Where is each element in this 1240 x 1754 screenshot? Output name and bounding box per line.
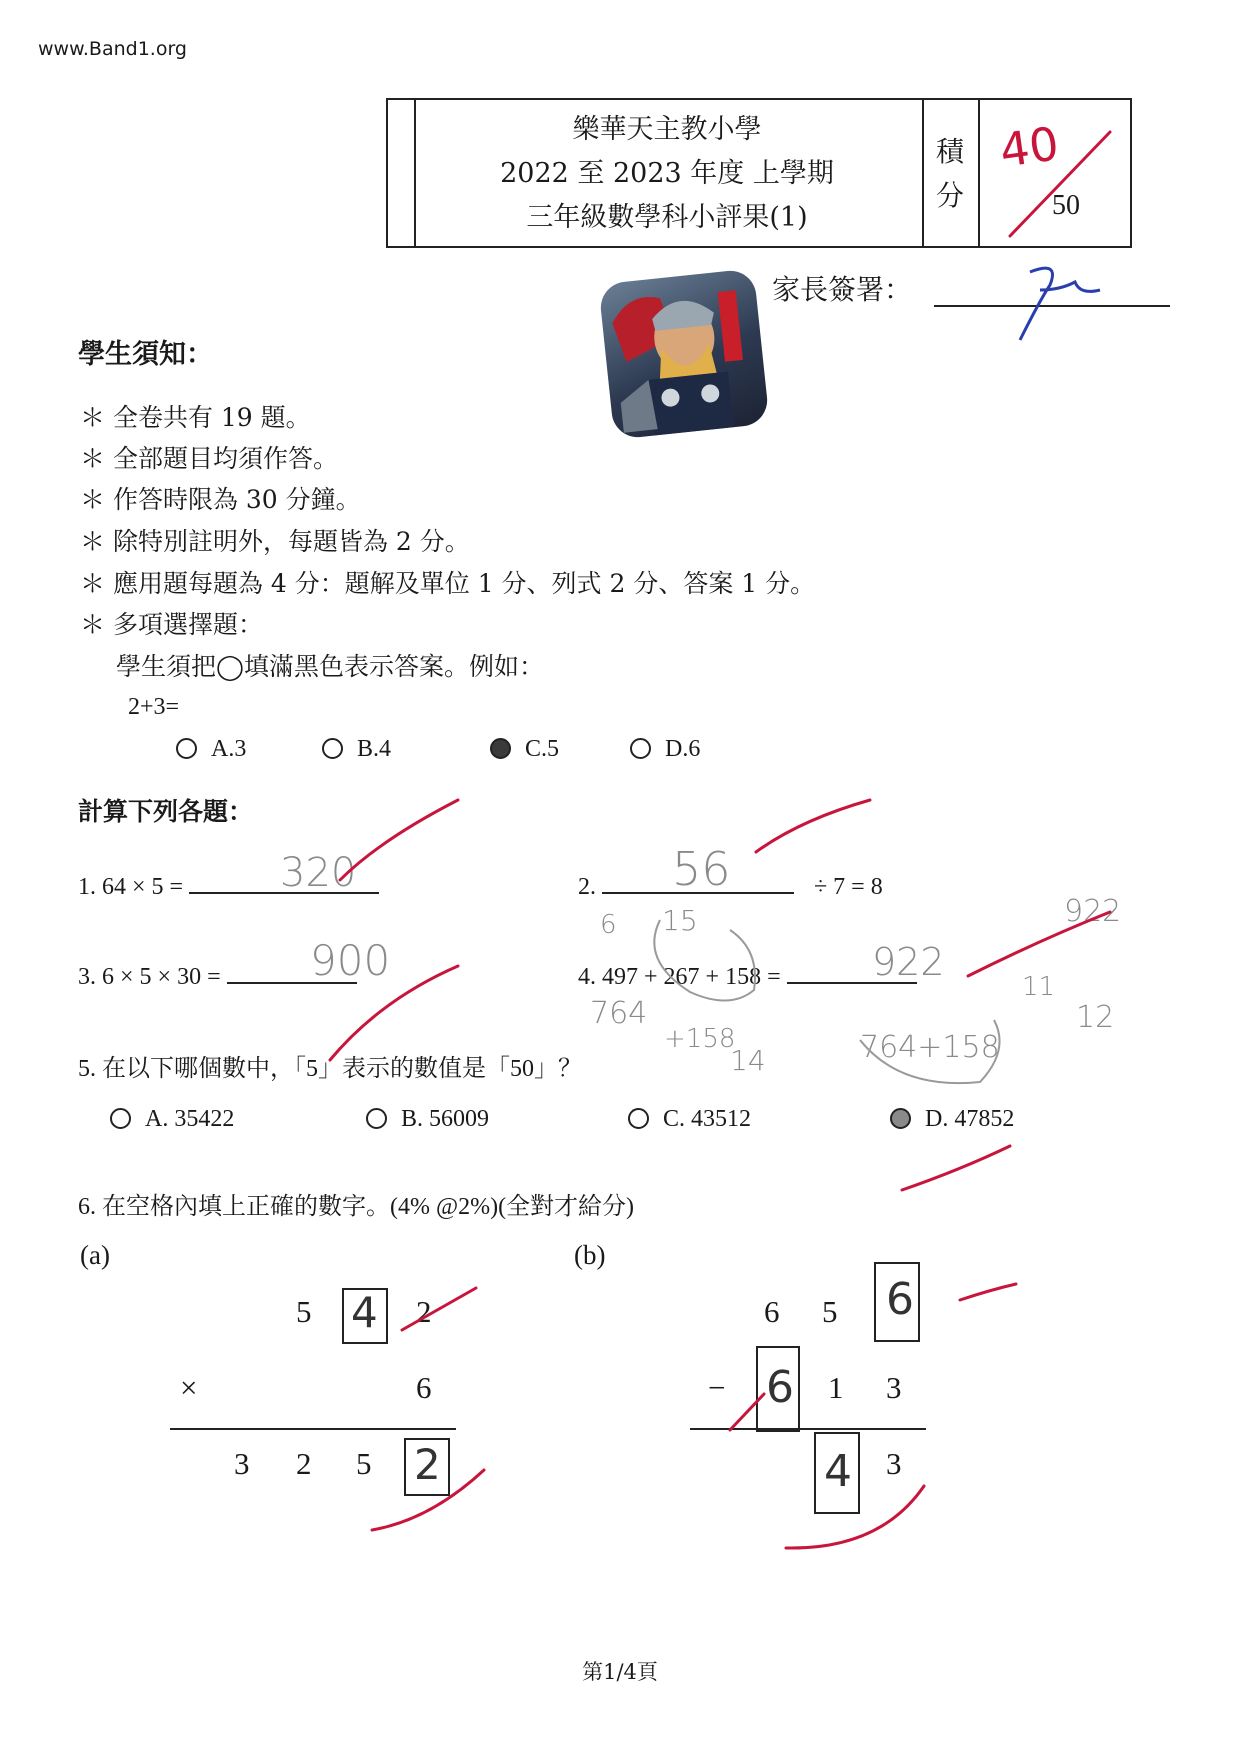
b-sub-digit: 1 xyxy=(828,1370,844,1405)
a-multiplier: 6 xyxy=(416,1370,432,1405)
q5-option-a: A. 35422 xyxy=(110,1106,234,1133)
tick-mark-icon xyxy=(340,800,458,880)
b-handwritten-digit: 4 xyxy=(824,1446,852,1497)
working-note: 11 xyxy=(1022,972,1056,1002)
signature-label: 家長簽署： xyxy=(772,273,913,306)
example-expression: 2+3= xyxy=(128,694,180,720)
tick-mark-icon xyxy=(902,1146,1010,1190)
example-option-d: D.6 xyxy=(630,736,700,763)
working-note: 764 xyxy=(590,996,648,1031)
b-sub-digit: 3 xyxy=(886,1370,902,1405)
a-top-digit: 5 xyxy=(296,1294,312,1329)
q5-option-b: B. 56009 xyxy=(366,1106,489,1133)
example-option-b: B.4 xyxy=(322,736,391,763)
handwritten-answer-2: 56 xyxy=(672,842,731,896)
a-result-line xyxy=(170,1428,456,1430)
working-note: 14 xyxy=(730,1044,766,1077)
a-result-digit: 5 xyxy=(356,1446,372,1481)
q5-option-d: D. 47852 xyxy=(890,1106,1014,1133)
a-result-digit: 3 xyxy=(234,1446,250,1481)
site-url: www.Band1.org xyxy=(38,38,187,60)
a-operator: × xyxy=(180,1370,198,1405)
working-note: 15 xyxy=(662,904,698,937)
page-number: 第1/4頁 xyxy=(582,1660,658,1684)
working-note: 922 xyxy=(1064,894,1122,929)
working-note: 764+158 xyxy=(860,1030,1000,1065)
working-note: +158 xyxy=(664,1024,736,1054)
question-4: 4. 497 + 267 + 158 = xyxy=(578,964,917,991)
question-3: 3. 6 × 5 × 30 = xyxy=(78,964,357,991)
working-note: 12 xyxy=(1076,1000,1115,1035)
b-result-line xyxy=(690,1428,926,1430)
score-label: 積 分 xyxy=(935,135,964,212)
score-obtained: 40 xyxy=(996,116,1063,178)
b-top-digit: 6 xyxy=(764,1294,780,1329)
option-circle-icon xyxy=(628,1108,649,1129)
question-2: 2. ÷ 7 = 8 xyxy=(578,874,883,900)
part-b-label: (b) xyxy=(574,1240,606,1270)
rule-item: ＊ 全部題目均須作答。 xyxy=(80,444,338,473)
example-option-c: C.5 xyxy=(490,736,559,763)
tick-mark-icon xyxy=(756,800,870,852)
tick-mark-icon xyxy=(402,1288,476,1330)
test-subject: 三年級數學科小評果(1) xyxy=(526,202,808,233)
header-title xyxy=(414,108,920,240)
question-5: 5. 在以下哪個數中，「5」表示的數值是「50」？ xyxy=(78,1056,582,1082)
rule-item: ＊ 除特別註明外，每題皆為 2 分。 xyxy=(80,527,470,556)
filled-circle-icon xyxy=(890,1108,911,1129)
option-circle-icon xyxy=(366,1108,387,1129)
rule-item: ＊ 應用題每題為 4 分：題解及單位 1 分、列式 2 分、答案 1 分。 xyxy=(80,569,816,598)
score-total: 50 xyxy=(1052,190,1080,221)
school-name: 樂華天主教小學 xyxy=(572,114,762,145)
b-handwritten-digit: 6 xyxy=(766,1362,794,1413)
mc-note: 學生須把◯填滿黑色表示答案。例如： xyxy=(116,652,544,681)
b-operator: − xyxy=(708,1370,726,1405)
b-handwritten-digit: 6 xyxy=(886,1274,914,1325)
handwritten-answer-3: 900 xyxy=(310,936,391,985)
option-circle-icon xyxy=(110,1108,131,1129)
question-1: 1. 64 × 5 = xyxy=(78,874,379,901)
school-year: 2022 至 2023 年度 上學期 xyxy=(500,158,834,189)
option-circle-icon xyxy=(176,738,197,759)
option-circle-icon xyxy=(630,738,651,759)
q5-option-c: C. 43512 xyxy=(628,1106,751,1133)
question-6: 6. 在空格內填上正確的數字。(4% @2%)(全對才給分) xyxy=(78,1194,635,1220)
example-option-a: A.3 xyxy=(176,736,246,763)
a-top-digit: 2 xyxy=(416,1294,432,1329)
a-handwritten-digit: 2 xyxy=(414,1440,441,1489)
b-result-digit: 3 xyxy=(886,1446,902,1481)
filled-circle-icon xyxy=(490,738,511,759)
rule-item: ＊ 作答時限為 30 分鐘。 xyxy=(80,485,361,514)
thor-sticker-image xyxy=(598,268,769,439)
rule-item: ＊ 多項選擇題： xyxy=(80,610,263,639)
handwritten-answer-4: 922 xyxy=(872,940,945,984)
b-top-digit: 5 xyxy=(822,1294,838,1329)
a-handwritten-digit: 4 xyxy=(351,1288,378,1337)
option-circle-icon xyxy=(322,738,343,759)
part-a-label: (a) xyxy=(80,1240,110,1270)
handwritten-answer-1: 320 xyxy=(280,850,357,896)
signature-line xyxy=(934,305,1170,307)
section-heading: 計算下列各題： xyxy=(78,797,254,826)
rule-item: ＊ 全卷共有 19 題。 xyxy=(80,403,311,432)
working-note: 6 xyxy=(600,910,617,940)
tick-mark-icon xyxy=(960,1284,1016,1300)
instructions-heading: 學生須知： xyxy=(78,339,213,370)
a-result-digit: 2 xyxy=(296,1446,312,1481)
